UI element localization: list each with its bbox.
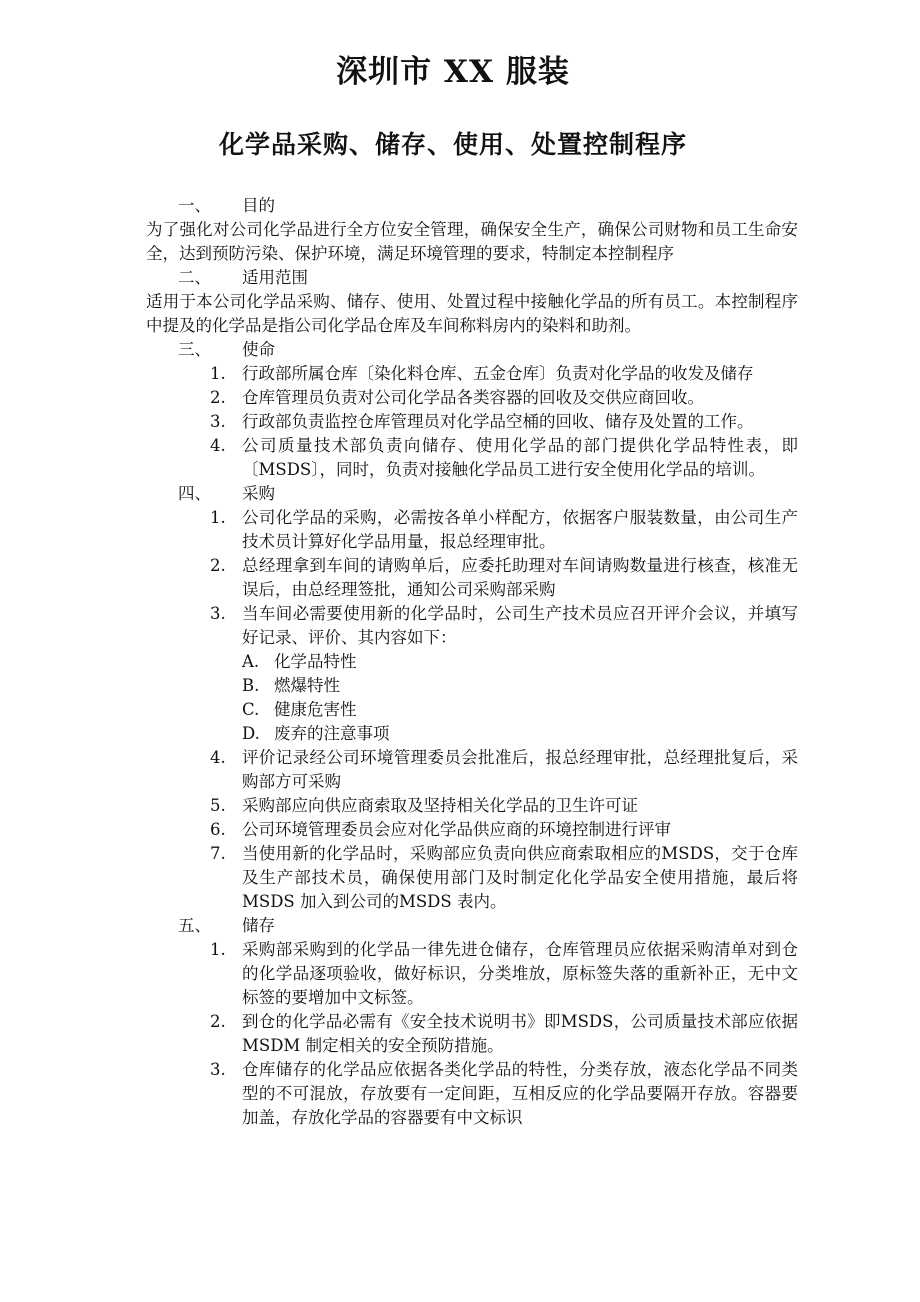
list-item: [146, 434, 798, 482]
subitem-text: 燃爆特性: [274, 676, 340, 695]
list-item: [146, 386, 798, 410]
section-heading-purpose: [146, 194, 798, 218]
list-item: [146, 362, 798, 386]
subitem-letter: D.: [242, 724, 260, 743]
list-item: [146, 818, 798, 842]
item-number: 4.: [210, 436, 226, 455]
section-number: 三、: [178, 340, 211, 359]
evaluation-sublist: [146, 650, 798, 746]
list-item: [146, 746, 798, 794]
section-title: 储存: [242, 916, 275, 935]
subitem-text: 健康危害性: [274, 700, 357, 719]
section-heading-scope: [146, 266, 798, 290]
item-text: 当使用新的化学品时，采购部应负责向供应商索取相应的MSDS，交于仓库及生产部技术员，确保使用部门及时制定化化学品安全使用措施，最后将MSDS 加入到公司的MSDS 表内。: [242, 844, 798, 911]
section-heading-storage: [146, 914, 798, 938]
item-text: 公司质量技术部负责向储存、使用化学品的部门提供化学品特性表，即〔MSDS〕，同时，负责对接触化学品员工进行安全使用化学品的培训。: [242, 436, 798, 479]
list-item: [146, 410, 798, 434]
subitem-letter: B.: [242, 676, 260, 695]
item-text: 到仓的化学品必需有《安全技术说明书》即MSDS，公司质量技术部应依据MSDM 制定相关的安全预防措施。: [242, 1012, 798, 1055]
responsibility-list: [146, 362, 798, 482]
list-item: [146, 554, 798, 602]
item-text: 采购部采购到的化学品一律先进仓储存，仓库管理员应依据采购清单对到仓的化学品逐项验收，做好标识，分类堆放，原标签失落的重新补正，无中文标签的要增加中文标签。: [242, 940, 798, 1007]
document-body: [146, 194, 798, 1130]
item-number: 5.: [210, 796, 226, 815]
section-paragraph: 适用于本公司化学品采购、储存、使用、处置过程中接触化学品的所有员工。本控制程序中提及的化学品是指公司化学品仓库及车间称料房内的染料和助剂。: [146, 292, 798, 335]
document-subtitle: 化学品采购、储存、使用、处置控制程序: [218, 130, 687, 159]
item-number: 2.: [210, 556, 226, 575]
list-item: [146, 938, 798, 1010]
item-text: 当车间必需要使用新的化学品时，公司生产技术员应召开评介会议，并填写好记录、评价、其内容如下：: [242, 604, 798, 647]
item-number: 2.: [210, 388, 226, 407]
item-number: 2.: [210, 1012, 226, 1031]
procurement-list: [146, 506, 798, 650]
item-number: 4.: [210, 748, 226, 767]
section-number: 一、: [178, 196, 211, 215]
section-paragraph: 为了强化对公司化学品进行全方位安全管理，确保安全生产，确保公司财物和员工生命安全，达到预防污染、保护环境，满足环境管理的要求，特制定本控制程序: [146, 220, 798, 263]
section-title: 使命: [242, 340, 275, 359]
section-number: 二、: [178, 268, 211, 287]
item-number: 1.: [210, 364, 226, 383]
item-text: 评价记录经公司环境管理委员会批准后，报总经理审批，总经理批复后，采购部方可采购: [242, 748, 798, 791]
item-number: 1.: [210, 940, 226, 959]
item-number: 3.: [210, 412, 226, 431]
list-item: [146, 794, 798, 818]
item-number: 1.: [210, 508, 226, 527]
item-text: 采购部应向供应商索取及坚持相关化学品的卫生许可证: [242, 796, 638, 815]
item-text: 仓库储存的化学品应依据各类化学品的特性，分类存放，液态化学品不同类型的不可混放，存放要有一定间距，互相反应的化学品要隔开存放。容器要加盖，存放化学品的容器要有中文标识: [242, 1060, 798, 1127]
sublist-item: [146, 722, 798, 746]
item-text: 行政部负责监控仓库管理员对化学品空桶的回收、储存及处置的工作。: [242, 412, 754, 431]
item-text: 公司环境管理委员会应对化学品供应商的环境控制进行评审: [242, 820, 671, 839]
section-heading-procurement: [146, 482, 798, 506]
item-text: 总经理拿到车间的请购单后，应委托助理对车间请购数量进行核查，核准无误后，由总经理签批，通知公司采购部采购: [242, 556, 798, 599]
list-item: [146, 842, 798, 914]
item-number: 3.: [210, 604, 226, 623]
sublist-item: [146, 674, 798, 698]
subitem-letter: A.: [242, 652, 260, 671]
list-item: [146, 1058, 798, 1130]
section-heading-responsibility: [146, 338, 798, 362]
list-item: [146, 1010, 798, 1058]
procurement-list-continued: [146, 746, 798, 914]
subitem-text: 化学品特性: [274, 652, 357, 671]
item-number: 7.: [210, 844, 226, 863]
sublist-item: [146, 698, 798, 722]
section-number: 五、: [178, 916, 211, 935]
item-text: 仓库管理员负责对公司化学品各类容器的回收及交供应商回收。: [242, 388, 704, 407]
list-item: [146, 506, 798, 554]
item-text: 行政部所属仓库〔染化料仓库、五金仓库〕负责对化学品的收发及储存: [242, 364, 754, 383]
item-number: 6.: [210, 820, 226, 839]
section-title: 目的: [242, 196, 275, 215]
item-number: 3.: [210, 1060, 226, 1079]
section-title: 采购: [242, 484, 275, 503]
list-item: [146, 602, 798, 650]
document-title: 深圳市 XX 服装: [336, 54, 570, 90]
storage-list: [146, 938, 798, 1130]
sublist-item: [146, 650, 798, 674]
item-text: 公司化学品的采购，必需按各单小样配方，依据客户服装数量，由公司生产技术员计算好化学品用量，报总经理审批。: [242, 508, 798, 551]
section-title: 适用范围: [242, 268, 308, 287]
subitem-letter: C.: [242, 700, 260, 719]
section-number: 四、: [178, 484, 211, 503]
subitem-text: 废弃的注意事项: [274, 724, 390, 743]
